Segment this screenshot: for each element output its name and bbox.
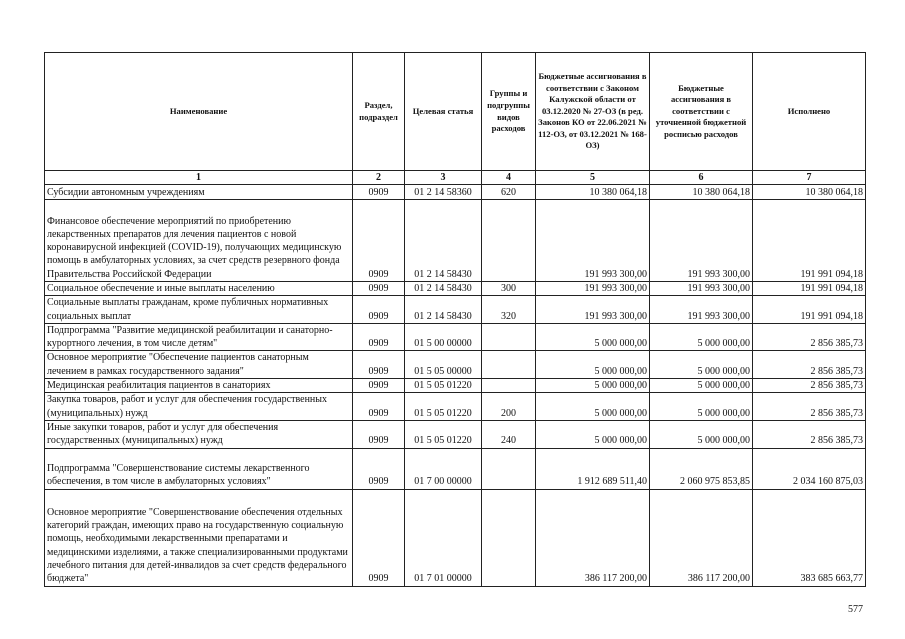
row-law-amount: 5 000 000,00 xyxy=(536,351,650,379)
row-target-article: 01 7 01 00000 xyxy=(405,489,482,586)
row-name: Субсидии автономным учреждениям xyxy=(45,185,353,200)
row-section: 0909 xyxy=(353,420,405,448)
row-law-amount: 5 000 000,00 xyxy=(536,420,650,448)
row-target-article: 01 5 00 00000 xyxy=(405,323,482,351)
table-row xyxy=(45,323,866,351)
row-expense-group xyxy=(482,379,536,393)
row-name: Социальные выплаты гражданам, кроме публичных нормативных социальных выплат xyxy=(45,296,353,324)
row-name: Основное мероприятие "Совершенствование обеспечения отдельных категорий граждан, имеющих право на государственную социальную помощь, необходимыми лекарственными препаратами и медицинскими изделиями, а также специализированными продуктами лечебного питания для детей-инвалидов за счет средств федерального бюджета" xyxy=(45,489,353,586)
row-target-article: 01 5 05 01220 xyxy=(405,393,482,421)
row-executed-amount: 2 856 385,73 xyxy=(753,379,866,393)
table-row xyxy=(45,185,866,200)
row-law-amount: 191 993 300,00 xyxy=(536,296,650,324)
row-executed-amount: 2 856 385,73 xyxy=(753,393,866,421)
row-revised-amount: 191 993 300,00 xyxy=(650,296,753,324)
row-name: Основное мероприятие "Обеспечение пациентов санаторным лечением в рамках государственного задания" xyxy=(45,351,353,379)
budget-table xyxy=(44,52,866,587)
row-name: Подпрограмма "Развитие медицинской реабилитации и санаторно-курортного лечения, в том числе детям" xyxy=(45,323,353,351)
table-body xyxy=(45,185,866,587)
header-row xyxy=(45,53,866,171)
row-law-amount: 191 993 300,00 xyxy=(536,200,650,282)
row-expense-group xyxy=(482,200,536,282)
row-section: 0909 xyxy=(353,185,405,200)
row-target-article: 01 2 14 58430 xyxy=(405,282,482,296)
row-name: Подпрограмма "Совершенствование системы лекарственного обеспечения, в том числе в амбулаторных условиях" xyxy=(45,448,353,489)
row-executed-amount: 2 856 385,73 xyxy=(753,351,866,379)
column-number: 1 xyxy=(45,171,353,185)
row-law-amount: 5 000 000,00 xyxy=(536,393,650,421)
table-row xyxy=(45,393,866,421)
row-law-amount: 5 000 000,00 xyxy=(536,379,650,393)
row-expense-group xyxy=(482,448,536,489)
row-law-amount: 191 993 300,00 xyxy=(536,282,650,296)
header-executed: Исполнено xyxy=(753,53,866,171)
row-executed-amount: 2 856 385,73 xyxy=(753,420,866,448)
row-law-amount: 10 380 064,18 xyxy=(536,185,650,200)
row-expense-group: 300 xyxy=(482,282,536,296)
row-target-article: 01 5 05 01220 xyxy=(405,379,482,393)
header-name: Наименование xyxy=(45,53,353,171)
column-number: 2 xyxy=(353,171,405,185)
column-number: 5 xyxy=(536,171,650,185)
table-row xyxy=(45,420,866,448)
row-revised-amount: 5 000 000,00 xyxy=(650,420,753,448)
column-number-row xyxy=(45,171,866,185)
row-executed-amount: 2 034 160 875,03 xyxy=(753,448,866,489)
row-section: 0909 xyxy=(353,282,405,296)
row-name: Медицинская реабилитация пациентов в санаториях xyxy=(45,379,353,393)
row-section: 0909 xyxy=(353,323,405,351)
row-target-article: 01 5 05 00000 xyxy=(405,351,482,379)
row-expense-group: 620 xyxy=(482,185,536,200)
row-law-amount: 1 912 689 511,40 xyxy=(536,448,650,489)
row-expense-group: 200 xyxy=(482,393,536,421)
table-row xyxy=(45,282,866,296)
row-executed-amount: 191 991 094,18 xyxy=(753,200,866,282)
row-target-article: 01 2 14 58430 xyxy=(405,200,482,282)
row-name: Иные закупки товаров, работ и услуг для обеспечения государственных (муниципальных) нужд xyxy=(45,420,353,448)
row-expense-group xyxy=(482,351,536,379)
column-number: 3 xyxy=(405,171,482,185)
row-expense-group: 240 xyxy=(482,420,536,448)
row-revised-amount: 10 380 064,18 xyxy=(650,185,753,200)
header-expense-group: Группы и подгруппы видов расходов xyxy=(482,53,536,171)
row-revised-amount: 5 000 000,00 xyxy=(650,393,753,421)
column-number: 4 xyxy=(482,171,536,185)
table-row xyxy=(45,351,866,379)
row-revised-amount: 191 993 300,00 xyxy=(650,282,753,296)
row-law-amount: 386 117 200,00 xyxy=(536,489,650,586)
row-section: 0909 xyxy=(353,393,405,421)
row-executed-amount: 10 380 064,18 xyxy=(753,185,866,200)
row-section: 0909 xyxy=(353,200,405,282)
row-revised-amount: 5 000 000,00 xyxy=(650,351,753,379)
row-expense-group: 320 xyxy=(482,296,536,324)
page-number: 577 xyxy=(848,604,863,615)
row-revised-amount: 5 000 000,00 xyxy=(650,323,753,351)
row-target-article: 01 2 14 58430 xyxy=(405,296,482,324)
row-executed-amount: 383 685 663,77 xyxy=(753,489,866,586)
row-section: 0909 xyxy=(353,489,405,586)
header-law-allocations: Бюджетные ассигнования в соответствии с Законом Калужской области от 03.12.2020 № 27-ОЗ (в ред. Законов КО от 22.06.2021 № 112-ОЗ, от 03.12.2021 № 168-ОЗ) xyxy=(536,53,650,171)
row-revised-amount: 5 000 000,00 xyxy=(650,379,753,393)
row-law-amount: 5 000 000,00 xyxy=(536,323,650,351)
row-name: Финансовое обеспечение мероприятий по приобретению лекарственных препаратов для лечения пациентов с новой коронавирусной инфекцией (COVID-19), получающих медицинскую помощь в амбулаторных условиях, за счет средств резервного фонда Правительства Российской Федерации xyxy=(45,200,353,282)
row-section: 0909 xyxy=(353,296,405,324)
row-name: Закупка товаров, работ и услуг для обеспечения государственных (муниципальных) нужд xyxy=(45,393,353,421)
column-number: 7 xyxy=(753,171,866,185)
row-revised-amount: 191 993 300,00 xyxy=(650,200,753,282)
table-row xyxy=(45,448,866,489)
table-row xyxy=(45,379,866,393)
row-revised-amount: 2 060 975 853,85 xyxy=(650,448,753,489)
row-executed-amount: 2 856 385,73 xyxy=(753,323,866,351)
row-target-article: 01 2 14 58360 xyxy=(405,185,482,200)
header-target-article: Целевая статья xyxy=(405,53,482,171)
row-name: Социальное обеспечение и иные выплаты населению xyxy=(45,282,353,296)
row-section: 0909 xyxy=(353,448,405,489)
row-target-article: 01 5 05 01220 xyxy=(405,420,482,448)
row-expense-group xyxy=(482,323,536,351)
row-expense-group xyxy=(482,489,536,586)
row-executed-amount: 191 991 094,18 xyxy=(753,296,866,324)
header-revised-allocations: Бюджетные ассигнования в соответствии с уточненной бюджетной росписью расходов xyxy=(650,53,753,171)
row-executed-amount: 191 991 094,18 xyxy=(753,282,866,296)
row-section: 0909 xyxy=(353,351,405,379)
header-section: Раздел, подраздел xyxy=(353,53,405,171)
table-row xyxy=(45,200,866,282)
row-target-article: 01 7 00 00000 xyxy=(405,448,482,489)
column-number: 6 xyxy=(650,171,753,185)
table-row xyxy=(45,296,866,324)
row-revised-amount: 386 117 200,00 xyxy=(650,489,753,586)
table-row xyxy=(45,489,866,586)
row-section: 0909 xyxy=(353,379,405,393)
